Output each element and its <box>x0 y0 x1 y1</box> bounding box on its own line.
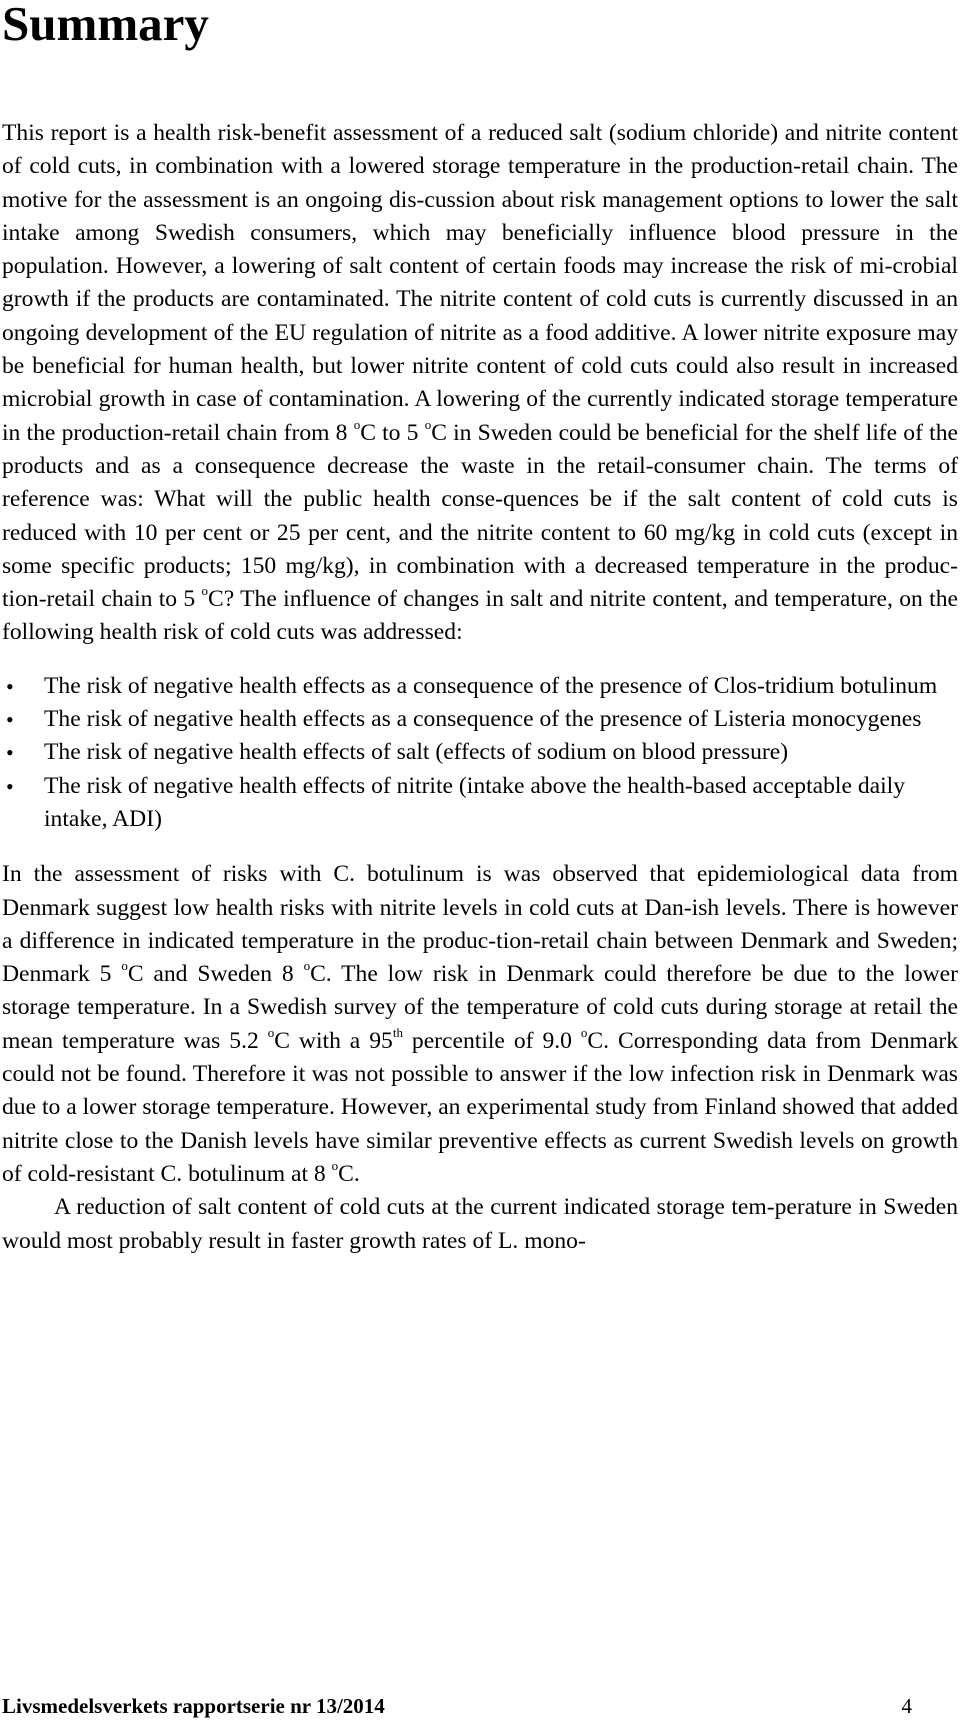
degree-mark: o <box>424 416 432 432</box>
page-footer <box>2 1693 912 1719</box>
report-series-label: Livsmedelsverkets rapportserie nr 13/2014 <box>2 1694 385 1718</box>
list-item: • The risk of negative health effects as a consequence of the presence of Clos-tridium botulinum <box>2 670 958 703</box>
bullet-icon: • <box>6 673 14 699</box>
degree-mark: o <box>353 416 361 432</box>
summary-paragraph-3: A reduction of salt content of cold cuts at the current indicated storage tem-perature in Sweden would most probably result in faster growth rates of L. mono- <box>2 1194 958 1254</box>
degree-mark: o <box>580 1024 588 1040</box>
health-risk-list <box>2 670 958 836</box>
bullet-icon: • <box>6 707 14 733</box>
summary-paragraph-1: This report is a health risk-benefit assessment of a reduced salt (sodium chloride) and nitrite content of cold cuts, in combination with a lowered storage temperature in the production-retail chain. The motive for the assessment is an ongoing dis-cussion about risk management options to lower the salt intake among Swedish consumers, which may beneficially influence blood pressure in the population. However, a lowering of salt content of certain foods may increase the risk of mi-crobial growth if the products are contaminated. The nitrite content of cold cuts is currently discussed in an ongoing development of the EU regulation of nitrite as a food additive. A lower nitrite exposure may be beneficial for human health, but lower nitrite content of cold cuts could also result in increased microbial growth in case of contamination. A lowering of the currently indicated storage temperature in the production-retail chain from 8 $^o$C to 5 $^o$C in Sweden could be beneficial for the shelf life of the products and as a consequence decrease the waste in the retail-consumer chain. The terms of reference was: What will the public health conse-quences be if the salt content of cold cuts is reduced with 10 per cent or 25 per cent, and the nitrite content to 60 mg/kg in cold cuts (except in some specific products; 150 mg/kg), in combination with a decreased temperature in the produc-tion-retail chain to 5 $^o$C? The influence of changes in salt and nitrite content, and temperature, on the following health risk of cold cuts was addressed: <box>2 120 958 646</box>
page-title: Summary <box>2 0 209 51</box>
ordinal-suffix: th <box>392 1024 403 1040</box>
summary-paragraph-2: In the assessment of risks with C. botulinum is was observed that epidemiological data from Denmark suggest low health risks with nitrite levels in cold cuts at Dan-ish levels. There is however a difference in indicated temperature in the produc-tion-retail chain between Denmark and Sweden; Denmark 5 $^o$C and Sweden 8 $^o$C. The low risk in Denmark could therefore be due to the lower storage temperature. In a Swedish survey of the temperature of cold cuts during storage at retail the mean temperature was 5.2 $^o$C with a 95th percentile of 9.0 $^o$C. Corresponding data from Denmark could not be found. Therefore it was not possible to answer if the low infection risk in Denmark was due to a lower storage temperature. However, an experimental study from Finland showed that added nitrite close to the Danish levels have similar preventive effects as current Swedish levels on growth of cold-resistant C. botulinum at 8 $^o$C. <box>2 861 958 1187</box>
page-number: 4 <box>901 1694 912 1718</box>
list-item: • The risk of negative health effects of nitrite (intake above the health-based acceptable daily intake, ADI) <box>2 770 958 837</box>
degree-mark: o <box>121 958 128 974</box>
degree-mark: o <box>303 958 311 974</box>
degree-mark: o <box>331 1158 339 1174</box>
degree-mark: o <box>201 583 209 599</box>
list-item: • The risk of negative health effects as a consequence of the presence of Listeria monocygenes <box>2 703 958 736</box>
bullet-icon: • <box>6 773 14 799</box>
list-item: • The risk of negative health effects of salt (effects of sodium on blood pressure) <box>2 736 958 769</box>
bullet-icon: • <box>6 740 14 766</box>
degree-mark: o <box>267 1024 275 1040</box>
body-text <box>2 117 958 1258</box>
